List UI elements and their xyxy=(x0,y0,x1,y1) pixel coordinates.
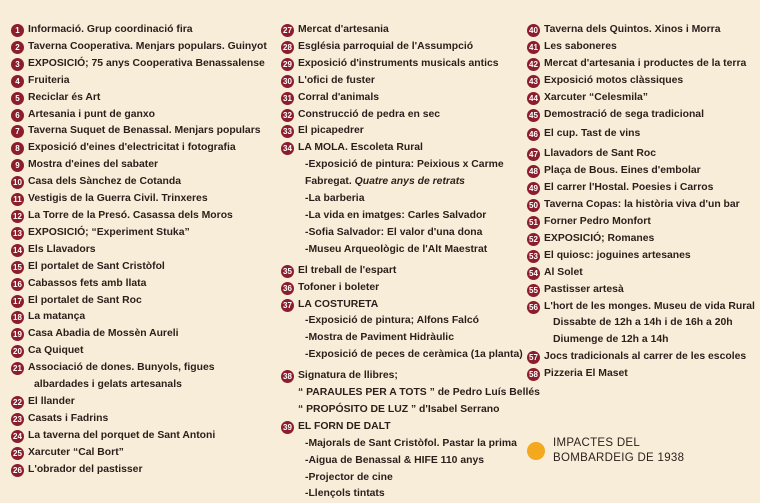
sub-item: -Mostra de Paviment Hidràulic xyxy=(305,332,454,344)
item-label: Exposició d'instruments musicals antics xyxy=(298,57,499,69)
number-badge: 18 xyxy=(11,311,24,324)
number-badge: 34 xyxy=(281,142,294,155)
number-badge: 36 xyxy=(281,282,294,295)
item-label: Taverna Suquet de Benassal. Menjars populars xyxy=(28,125,261,137)
sub-item: -Projector de cine xyxy=(305,471,393,483)
number-badge: 24 xyxy=(11,430,24,443)
list-item xyxy=(527,126,757,143)
item-label: Cabassos fets amb llata xyxy=(28,277,147,289)
item-label: Taverna dels Quintos. Xinos i Morra xyxy=(544,24,721,35)
list-item xyxy=(527,180,757,197)
list-item xyxy=(11,411,273,428)
sub-item: -La barberia xyxy=(305,193,365,205)
sub-item-text: Fabregat. xyxy=(305,176,355,188)
list-item xyxy=(527,107,757,124)
item-label: El carrer l'Hostal. Poesies i Carros xyxy=(544,182,714,194)
list-item xyxy=(11,428,273,445)
item-label-continued: albardades i gelats artesanals xyxy=(34,379,182,391)
list-item xyxy=(281,297,511,314)
list-item xyxy=(281,123,511,140)
item-label: Església parroquial de l'Assumpció xyxy=(298,40,474,52)
number-badge: 17 xyxy=(11,295,24,308)
item-label: Llavadors de Sant Roc xyxy=(544,148,657,160)
item-label: L'ofici de fuster xyxy=(298,74,375,86)
sub-item: -Exposició de pintura: Peixious x Carme xyxy=(305,159,504,171)
item-label: Informació. Grup coordinació fira xyxy=(28,24,193,35)
list-item xyxy=(11,107,273,124)
sub-item: -Museu Arqueològic de l'Alt Maestrat xyxy=(305,243,488,255)
number-badge: 38 xyxy=(281,370,294,383)
list-item xyxy=(11,56,273,73)
item-label: L'hort de les monges. Museu de vida Rural xyxy=(544,300,755,312)
number-badge: 40 xyxy=(527,24,540,37)
list-item xyxy=(281,22,511,39)
list-item xyxy=(11,309,273,326)
item-label: LA COSTURETA xyxy=(298,298,379,310)
number-badge: 56 xyxy=(527,301,540,314)
item-label: EXPOSICIÓ; Romanes xyxy=(544,232,655,244)
list-item xyxy=(527,349,757,366)
list-item xyxy=(281,280,511,297)
number-badge: 26 xyxy=(11,464,24,477)
number-badge: 28 xyxy=(281,41,294,54)
list-item xyxy=(527,90,757,107)
number-badge: 50 xyxy=(527,199,540,212)
number-badge: 47 xyxy=(527,148,540,161)
number-badge: 3 xyxy=(11,58,24,71)
list-item xyxy=(527,265,757,282)
number-badge: 12 xyxy=(11,210,24,223)
item-label: El picapedrer xyxy=(298,125,364,137)
item-label: La taverna del porquet de Sant Antoni xyxy=(28,429,216,441)
list-item xyxy=(281,140,511,157)
list-item xyxy=(281,419,511,436)
number-badge: 51 xyxy=(527,216,540,229)
sub-item: “ PARAULES PER A TOTS ” de Pedro Luís Bellés xyxy=(298,387,540,399)
item-label: L'obrador del pastisser xyxy=(28,463,143,475)
number-badge: 10 xyxy=(11,176,24,189)
sub-item: -Exposició de pintura; Alfons Falcó xyxy=(305,315,479,327)
list-item xyxy=(281,368,511,385)
list-item xyxy=(11,445,273,462)
list-item xyxy=(11,174,273,191)
number-badge: 41 xyxy=(527,41,540,54)
number-badge: 46 xyxy=(527,128,540,141)
list-item xyxy=(527,73,757,90)
number-badge: 49 xyxy=(527,182,540,195)
item-label: Fruiteria xyxy=(28,74,70,86)
number-badge: 29 xyxy=(281,58,294,71)
item-label: Mercat d'artesania i productes de la terra xyxy=(544,57,747,69)
list-item xyxy=(11,140,273,157)
item-label: Les saboneres xyxy=(544,40,617,52)
number-badge: 45 xyxy=(527,109,540,122)
number-badge: 11 xyxy=(11,193,24,206)
list-item xyxy=(11,242,273,259)
list-item xyxy=(527,231,757,248)
sub-item xyxy=(281,174,511,191)
number-badge: 15 xyxy=(11,261,24,274)
item-label: Corral d'animals xyxy=(298,91,380,103)
item-label: Exposició d'eines d'electricitat i fotografia xyxy=(28,142,236,154)
number-badge: 37 xyxy=(281,299,294,312)
item-label: Casa dels Sànchez de Cotanda xyxy=(28,176,182,188)
item-label: Xarcuter “Cal Bort” xyxy=(28,446,124,458)
number-badge: 58 xyxy=(527,368,540,381)
list-item xyxy=(527,39,757,56)
bombing-impact-dot-icon xyxy=(527,442,545,460)
number-badge: 39 xyxy=(281,421,294,434)
list-item xyxy=(11,22,273,39)
number-badge: 54 xyxy=(527,267,540,280)
number-badge: 14 xyxy=(11,244,24,257)
list-item xyxy=(527,282,757,299)
sub-item: -La vida en imatges: Carles Salvador xyxy=(305,209,487,221)
sub-item-italic: Quatre anys de retrats xyxy=(354,176,465,188)
number-badge: 32 xyxy=(281,109,294,122)
sub-item: -Majorals de Sant Cristòfol. Pastar la prima xyxy=(305,437,517,449)
item-label: Associació de dones. Bunyols, figues xyxy=(28,362,215,374)
item-label: Forner Pedro Monfort xyxy=(544,215,651,227)
list-item xyxy=(527,299,757,316)
number-badge: 35 xyxy=(281,265,294,278)
bombing-legend xyxy=(527,436,684,466)
item-label: El treball de l'espart xyxy=(298,264,397,276)
list-item xyxy=(11,360,273,394)
sub-item: -Sofia Salvador: El valor d'una dona xyxy=(305,226,483,238)
legend-line-2: BOMBARDEIG DE 1938 xyxy=(553,452,685,464)
number-badge: 53 xyxy=(527,250,540,263)
item-label: Plaça de Bous. Eines d'embolar xyxy=(544,165,701,177)
item-label: La matança xyxy=(28,311,86,323)
item-label: Reciclar és Art xyxy=(28,91,101,103)
list-item xyxy=(11,157,273,174)
list-item xyxy=(527,56,757,73)
item-label: El portalet de Sant Roc xyxy=(28,294,142,306)
item-label: LA MOLA. Escoleta Rural xyxy=(298,142,423,154)
item-label: EXPOSICIÓ; 75 anys Cooperativa Benassalense xyxy=(28,57,265,69)
list-item xyxy=(11,259,273,276)
item-label: EL FORN DE DALT xyxy=(298,420,391,432)
list-item xyxy=(281,56,511,73)
number-badge: 13 xyxy=(11,227,24,240)
item-label: Signatura de llibres; xyxy=(298,370,398,382)
number-badge: 8 xyxy=(11,142,24,155)
number-badge: 23 xyxy=(11,413,24,426)
number-badge: 44 xyxy=(527,92,540,105)
number-badge: 52 xyxy=(527,233,540,246)
item-label: Pizzeria El Maset xyxy=(544,368,628,380)
number-badge: 31 xyxy=(281,92,294,105)
item-label: El cup. Tast de vins xyxy=(544,128,641,140)
item-label: Casats i Fadrins xyxy=(28,412,109,424)
number-badge: 6 xyxy=(11,109,24,122)
list-item xyxy=(11,326,273,343)
item-label: Ca Quiquet xyxy=(28,345,84,357)
item-label: Mercat d'artesania xyxy=(298,24,389,35)
item-label: Taverna Copas: la història viva d'un bar xyxy=(544,199,740,211)
number-badge: 9 xyxy=(11,159,24,172)
item-label: Exposició motos clàssiques xyxy=(544,74,684,86)
item-label: Artesania i punt de ganxo xyxy=(28,108,156,120)
item-label: Tofoner i boleter xyxy=(298,281,380,293)
number-badge: 25 xyxy=(11,447,24,460)
item-label: Construcció de pedra en sec xyxy=(298,108,441,120)
list-item xyxy=(527,197,757,214)
list-item xyxy=(11,462,273,479)
item-label: Taverna Cooperativa. Menjars populars. Guinyot xyxy=(28,40,267,52)
number-badge: 19 xyxy=(11,328,24,341)
list-item xyxy=(281,90,511,107)
number-badge: 27 xyxy=(281,24,294,37)
number-badge: 55 xyxy=(527,284,540,297)
column-3 xyxy=(527,22,757,383)
list-item xyxy=(281,107,511,124)
number-badge: 2 xyxy=(11,41,24,54)
item-label: El llander xyxy=(28,395,75,407)
item-label: El portalet de Sant Cristòfol xyxy=(28,260,165,272)
item-label: Pastisser artesà xyxy=(544,283,624,295)
number-badge: 4 xyxy=(11,75,24,88)
column-1 xyxy=(11,22,273,478)
number-badge: 43 xyxy=(527,75,540,88)
number-badge: 57 xyxy=(527,351,540,364)
list-item xyxy=(527,163,757,180)
list-item xyxy=(11,208,273,225)
item-label: EXPOSICIÓ; “Experiment Stuka” xyxy=(28,226,190,238)
list-item xyxy=(527,146,757,163)
item-label: Els Llavadors xyxy=(28,243,96,255)
list-item xyxy=(11,73,273,90)
sub-item: -Aigua de Benassal & HIFE 110 anys xyxy=(305,454,485,466)
list-item xyxy=(11,293,273,310)
item-label: Vestigis de la Guerra Civil. Trinxeres xyxy=(28,193,208,205)
number-badge: 42 xyxy=(527,58,540,71)
list-item xyxy=(11,225,273,242)
sub-item: -Llençols tintats xyxy=(305,488,385,500)
opening-hours-sunday: Diumenge de 12h a 14h xyxy=(553,334,669,346)
item-label: Jocs tradicionals al carrer de les escoles xyxy=(544,351,747,363)
item-label: Casa Abadia de Mossèn Aureli xyxy=(28,328,179,340)
item-label: El quiosc: joguines artesanes xyxy=(544,249,691,261)
legend-line-1: IMPACTES DEL xyxy=(553,437,641,449)
number-badge: 1 xyxy=(11,24,24,37)
list-item xyxy=(11,191,273,208)
list-item xyxy=(281,263,511,280)
list-item xyxy=(281,73,511,90)
item-label: Demostració de sega tradicional xyxy=(544,108,704,120)
list-item xyxy=(11,343,273,360)
list-item xyxy=(11,394,273,411)
list-item xyxy=(11,39,273,56)
number-badge: 7 xyxy=(11,125,24,138)
number-badge: 16 xyxy=(11,278,24,291)
list-item xyxy=(527,214,757,231)
number-badge: 33 xyxy=(281,125,294,138)
item-label: La Torre de la Presó. Casassa dels Moros xyxy=(28,209,233,221)
sub-item: “ PROPÓSITO DE LUZ ” d'Isabel Serrano xyxy=(298,403,500,415)
number-badge: 21 xyxy=(11,362,24,375)
list-item xyxy=(527,22,757,39)
number-badge: 30 xyxy=(281,75,294,88)
legend-text xyxy=(553,436,684,466)
list-item xyxy=(11,123,273,140)
number-badge: 5 xyxy=(11,92,24,105)
opening-hours-saturday: Dissabte de 12h a 14h i de 16h a 20h xyxy=(553,317,733,329)
list-item xyxy=(11,276,273,293)
number-badge: 22 xyxy=(11,396,24,409)
list-item xyxy=(11,90,273,107)
number-badge: 48 xyxy=(527,165,540,178)
number-badge: 20 xyxy=(11,345,24,358)
list-item xyxy=(527,248,757,265)
sub-item: -Exposició de peces de ceràmica (1a planta) xyxy=(305,349,523,361)
item-label: Xarcuter “Celesmila” xyxy=(544,91,648,103)
list-item xyxy=(281,39,511,56)
item-label: Al Solet xyxy=(544,266,583,278)
item-label: Mostra d'eines del sabater xyxy=(28,159,159,171)
list-item xyxy=(527,366,757,383)
